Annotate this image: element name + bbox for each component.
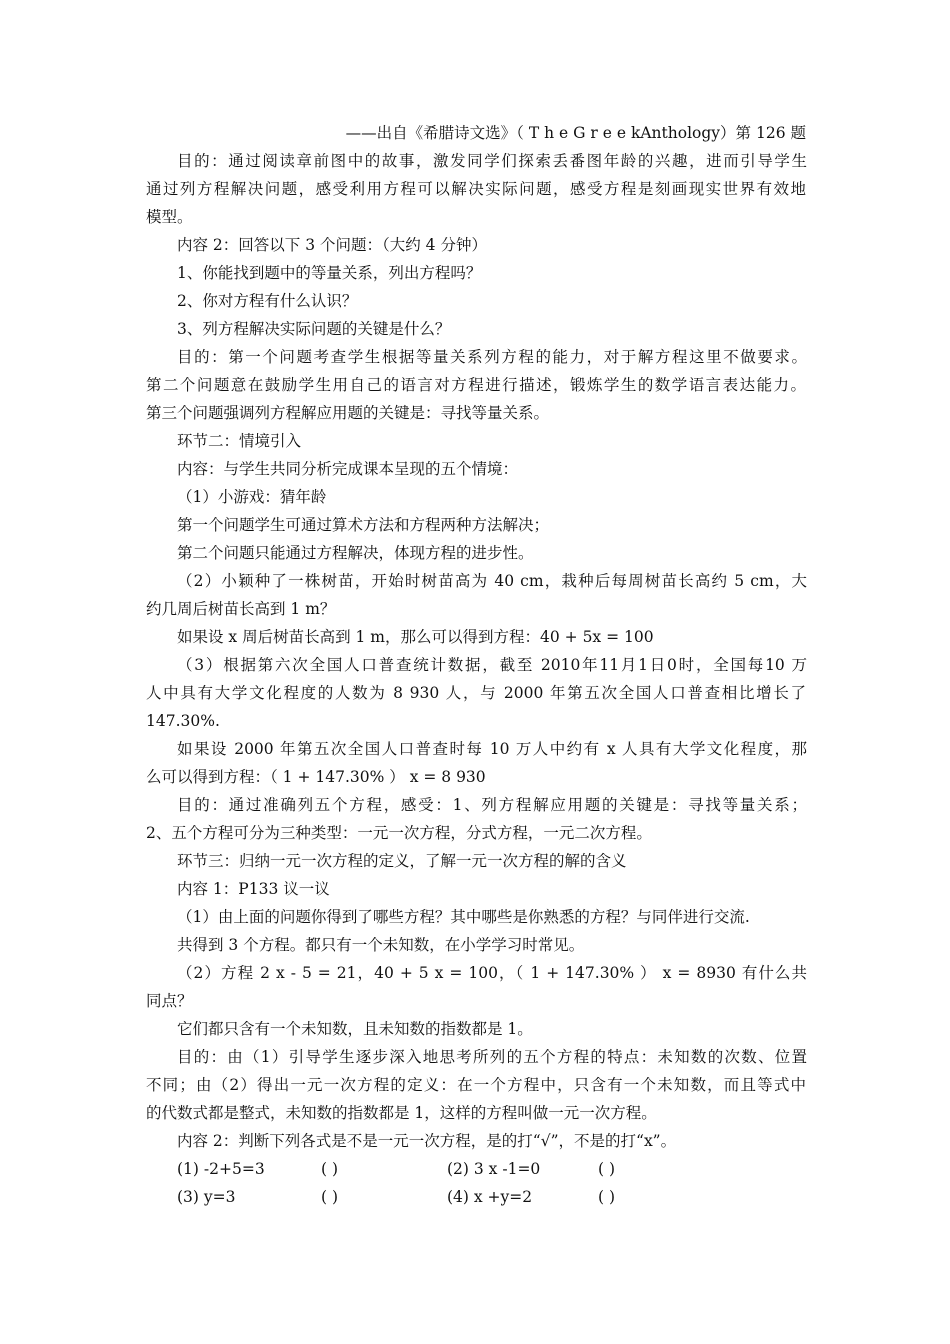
text-line: 3、列方程解决实际问题的关键是什么？ — [177, 320, 451, 338]
answer-blank: ( ) — [598, 1188, 616, 1206]
text-line: （3）根据第六次全国人口普查统计数据，截至 2010年11月1日0时，全国每10 万 — [177, 656, 807, 674]
text-line: 目的：通过准确列五个方程，感受：1、列方程解应用题的关键是：寻找等量关系； — [177, 796, 807, 814]
text-line: （1）小游戏：猜年龄 — [177, 488, 327, 506]
text-line: 内容：与学生共同分析完成课本呈现的五个情境： — [177, 460, 519, 478]
text-line: 目的：通过阅读章前图中的故事，激发同学们探索丢番图年龄的兴趣，进而引导学生 — [177, 152, 807, 170]
text-line: 内容 2：判断下列各式是不是一元一次方程，是的打“√”，不是的打“x”。 — [177, 1132, 677, 1150]
text-line: 目的：由（1）引导学生逐步深入地思考所列的五个方程的特点：未知数的次数、位置 — [177, 1048, 807, 1066]
text-line: 2、你对方程有什么认识？ — [177, 292, 358, 310]
text-line: 的代数式都是整式，未知数的指数都是 1，这样的方程叫做一元一次方程。 — [146, 1104, 657, 1122]
text-line: 目的：第一个问题考查学生根据等量关系列方程的能力，对于解方程这里不做要求。 — [177, 348, 807, 366]
text-line: 模型。 — [146, 208, 193, 226]
equation-line: 如果设 x 周后树苗长高到 1 m，那么可以得到方程：40 + 5x = 100 — [177, 628, 654, 646]
text-line: （1）由上面的问题你得到了哪些方程？其中哪些是你熟悉的方程？与同伴进行交流. — [177, 908, 750, 926]
text-line: 通过列方程解决问题，感受利用方程可以解决实际问题，感受方程是刻画现实世界有效地 — [146, 180, 806, 198]
answer-blank: ( ) — [321, 1160, 339, 1178]
text-line: 内容 2：回答以下 3 个问题：（大约 4 分钟） — [177, 236, 487, 254]
text-line: 如果设 2000 年第五次全国人口普查时每 10 万人中约有 x 人具有大学文化程度，那 — [177, 740, 807, 758]
text-line: 第二个问题只能通过方程解决，体现方程的进步性。 — [177, 544, 534, 562]
section-heading: 环节二：情境引入 — [177, 432, 302, 450]
answer-blank: ( ) — [321, 1188, 339, 1206]
text-line: 第二个问题意在鼓励学生用自己的语言对方程进行描述，锻炼学生的数学语言表达能力。 — [146, 376, 806, 394]
question-label: (3) y=3 — [177, 1188, 236, 1206]
section-heading: 环节三：归纳一元一次方程的定义，了解一元一次方程的解的含义 — [177, 852, 627, 870]
source-citation: ——出自《希腊诗文选》（ T h e G r e e kAnthology）第 126 题 — [345, 124, 806, 142]
question-label: (2) 3 x -1=0 — [447, 1160, 541, 1178]
text-line: 147.30%. — [146, 712, 220, 730]
equation-line: 么可以得到方程：（ 1 + 147.30% ） x = 8 930 — [146, 768, 486, 786]
text-line: 第三个问题强调列方程解应用题的关键是：寻找等量关系。 — [146, 404, 550, 422]
text-line: 它们都只含有一个未知数，且未知数的指数都是 1。 — [177, 1020, 533, 1038]
text-line: 内容 1：P133 议一议 — [177, 880, 330, 898]
text-line: 第一个问题学生可通过算术方法和方程两种方法解决； — [177, 516, 550, 534]
text-line: （2）方程 2 x - 5 = 21，40 + 5 x = 100，（ 1 + 147.30% ） x = 8930 有什么共 — [177, 964, 807, 982]
text-line: 约几周后树苗长高到 1 m？ — [146, 600, 336, 618]
question-label: (1) -2+5=3 — [177, 1160, 265, 1178]
text-line: 人中具有大学文化程度的人数为 8 930 人，与 2000 年第五次全国人口普查相比增长了 — [146, 684, 806, 702]
text-line: 共得到 3 个方程。都只有一个未知数，在小学学习时常见。 — [177, 936, 585, 954]
text-line: 不同；由（2）得出一元一次方程的定义：在一个方程中，只含有一个未知数，而且等式中 — [146, 1076, 806, 1094]
text-line: 同点？ — [146, 992, 193, 1010]
answer-blank: ( ) — [598, 1160, 616, 1178]
question-label: (4) x +y=2 — [447, 1188, 533, 1206]
text-line: 1、你能找到题中的等量关系，列出方程吗？ — [177, 264, 482, 282]
text-line: （2）小颖种了一株树苗，开始时树苗高为 40 cm，栽种后每周树苗长高约 5 cm，大 — [177, 572, 807, 590]
text-line: 2、五个方程可分为三种类型：一元一次方程，分式方程，一元二次方程。 — [146, 824, 652, 842]
